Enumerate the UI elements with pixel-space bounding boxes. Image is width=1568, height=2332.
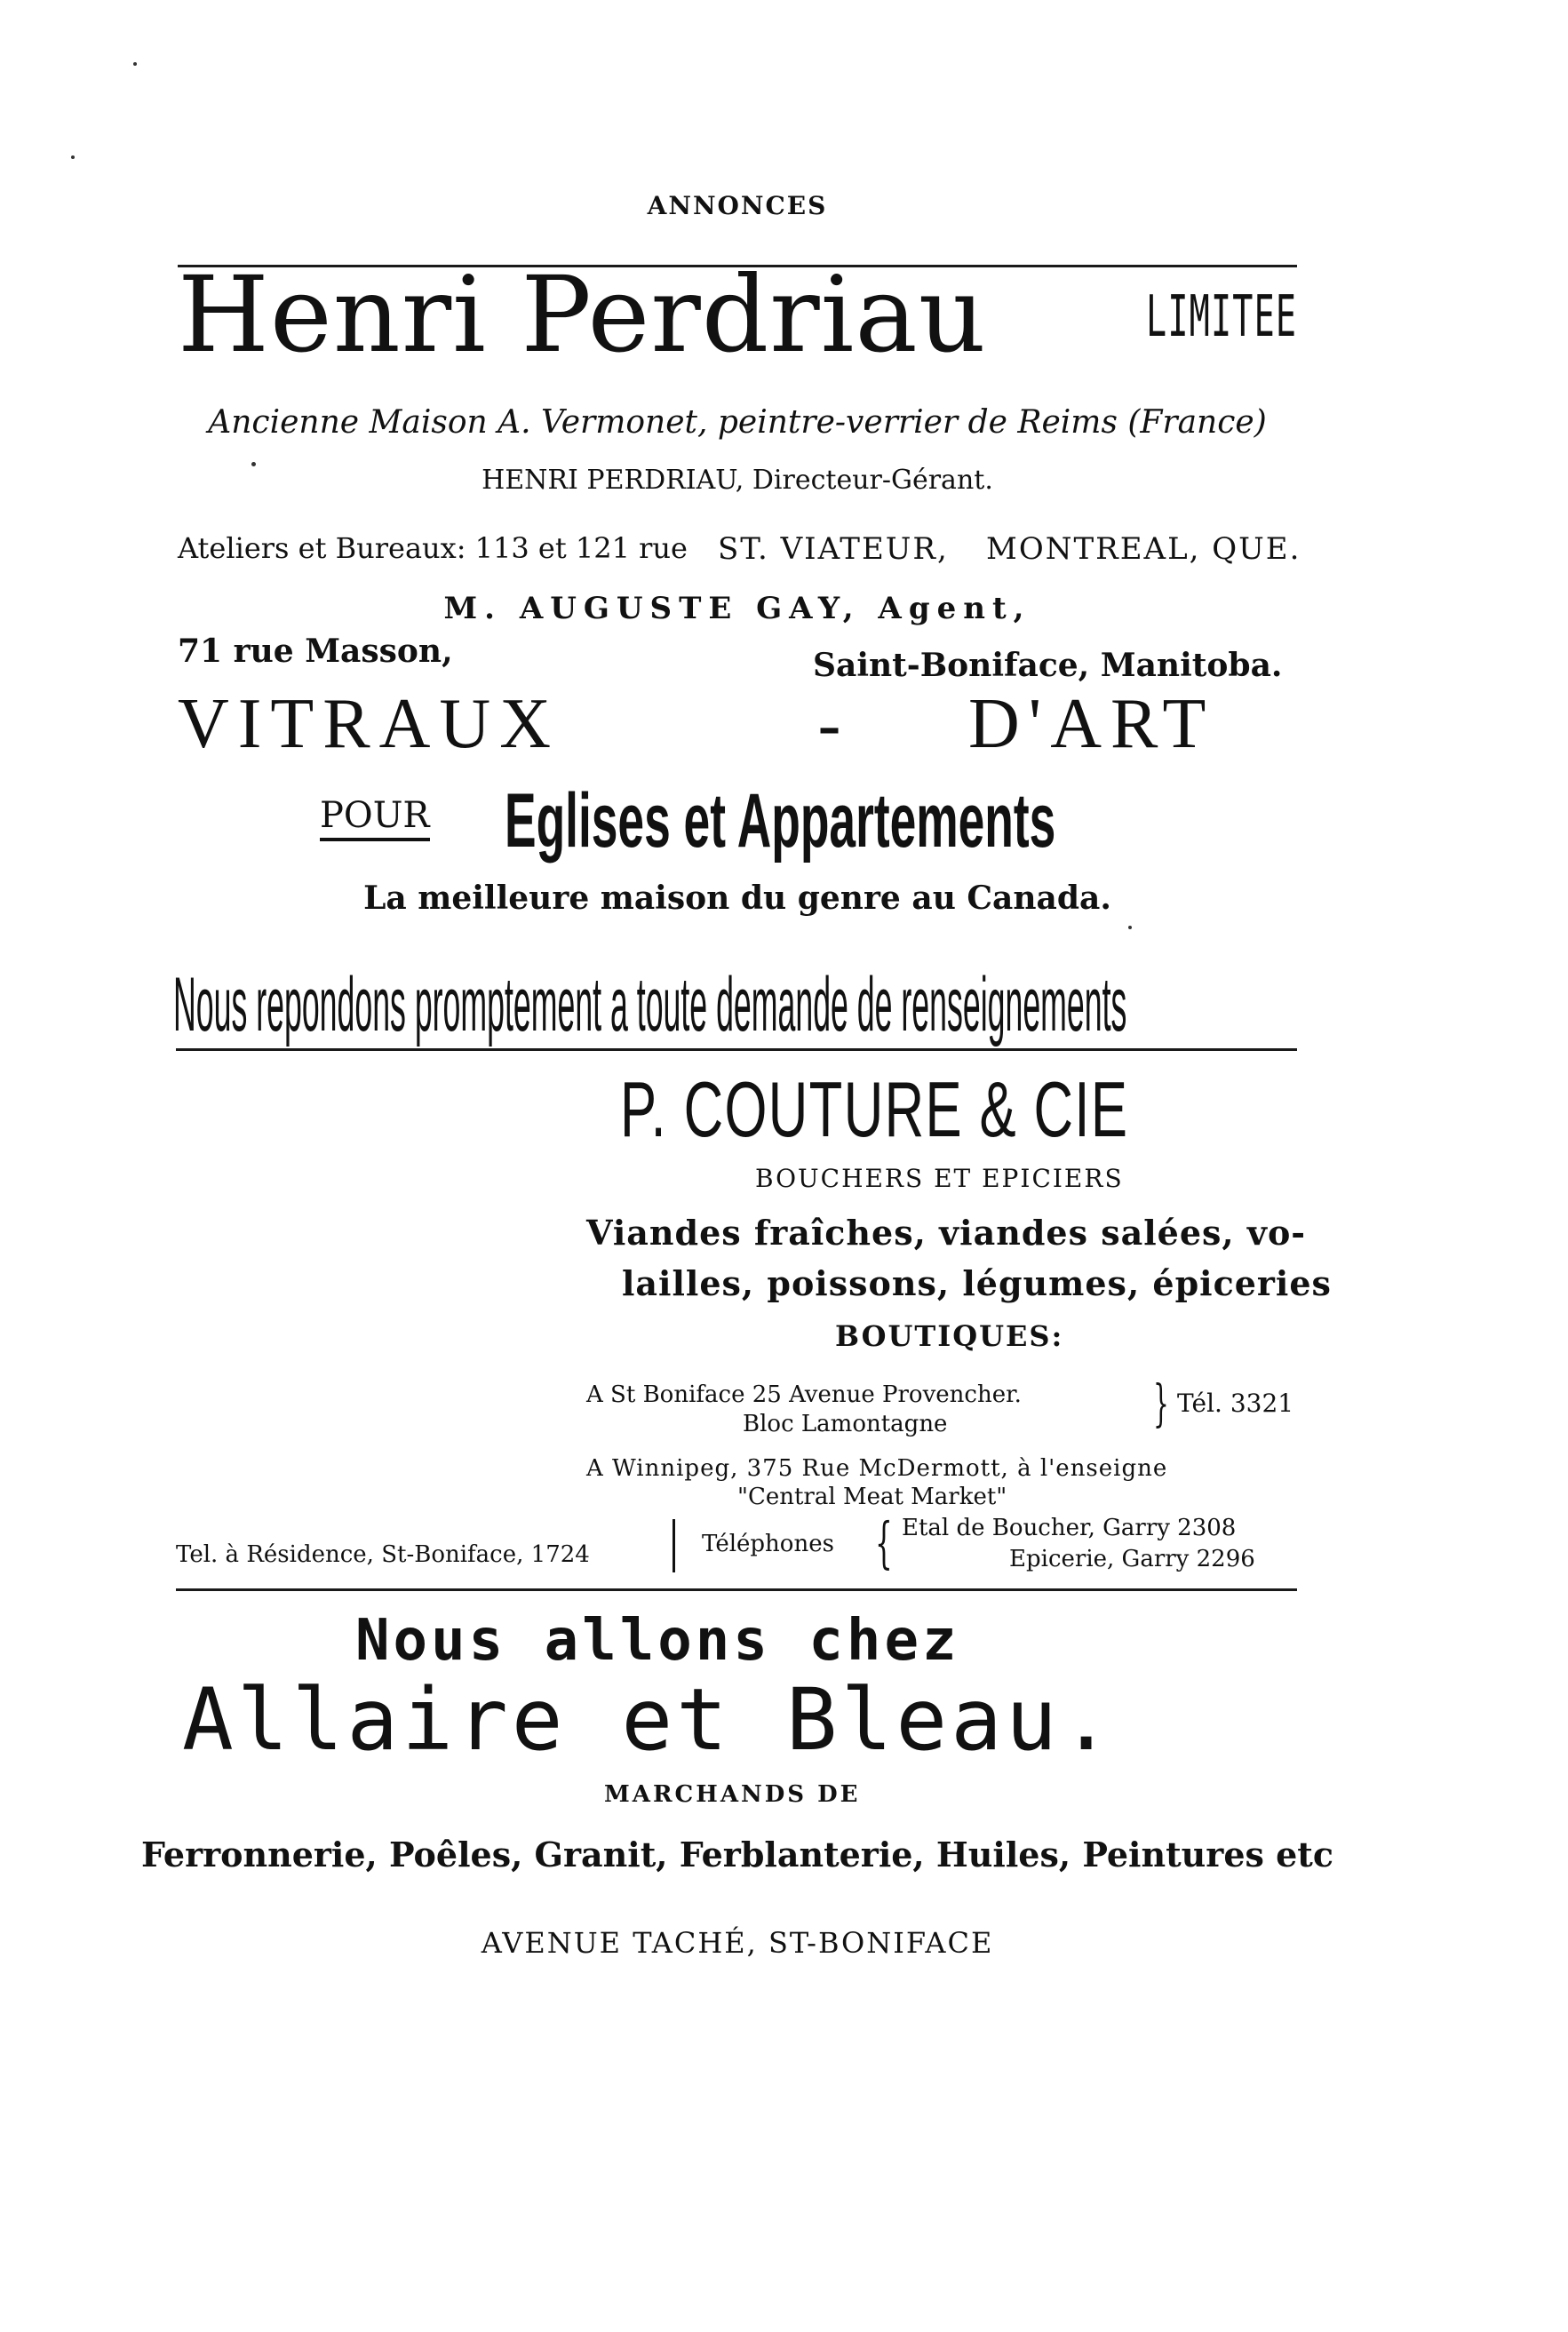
- couture-products-line-2: lailles, poissons, légumes, épiceries: [622, 1263, 1332, 1303]
- couture-stboniface-line-2: Bloc Lamontagne: [743, 1411, 948, 1437]
- vertical-separator: [673, 1519, 675, 1572]
- left-brace-icon: {: [875, 1510, 893, 1575]
- divider-perdriau-couture: [176, 1048, 1297, 1051]
- perdriau-agent: M. AUGUSTE GAY, Agent,: [443, 591, 1031, 626]
- scan-speck: [251, 462, 256, 466]
- perdriau-ateliers-city: MONTREAL, QUE.: [986, 531, 1301, 567]
- perdriau-address-right: Saint-Boniface, Manitoba.: [813, 647, 1283, 684]
- allaire-intro-line: Nous allons chez: [355, 1608, 960, 1674]
- right-brace-icon: }: [1153, 1375, 1169, 1433]
- couture-tel-epicerie: Epicerie, Garry 2296: [1009, 1546, 1255, 1572]
- couture-products-line-1: Viandes fraîches, viandes salées, vo-: [586, 1213, 1307, 1253]
- allaire-address: AVENUE TACHÉ, ST-BONIFACE: [481, 1926, 994, 1960]
- perdriau-company-name: Henri Perdriau: [178, 253, 987, 376]
- allaire-marchands-label: MARCHANDS DE: [604, 1781, 861, 1808]
- repondons-line: Nous repondons promptement a toute demande de renseignements: [173, 962, 1127, 1047]
- couture-company-name: P. COUTURE & CIE: [620, 1065, 1129, 1153]
- couture-telephones-label: Téléphones: [702, 1531, 834, 1557]
- vitraux-heading-right: D'ART: [968, 685, 1215, 763]
- couture-tel-stboniface: Tél. 3321: [1177, 1389, 1294, 1418]
- couture-tel-residence: Tel. à Résidence, St-Boniface, 1724: [176, 1541, 590, 1568]
- couture-subtitle: BOUCHERS ET EPICIERS: [755, 1164, 1124, 1193]
- meilleure-maison-line: La meilleure maison du genre au Canada.: [363, 879, 1111, 917]
- eglises-heading: Eglises et Appartements: [505, 778, 1056, 864]
- divider-couture-allaire: [176, 1588, 1297, 1591]
- allaire-products-line: Ferronnerie, Poêles, Granit, Ferblanterie, Huiles, Peintures etc: [141, 1835, 1333, 1874]
- couture-winnipeg-line-1: A Winnipeg, 375 Rue McDermott, à l'enseigne: [586, 1455, 1168, 1482]
- allaire-company-name: Allaire et Bleau.: [182, 1670, 1116, 1770]
- scan-speck: [1128, 926, 1132, 929]
- couture-boutiques-label: BOUTIQUES:: [835, 1319, 1064, 1353]
- vitraux-heading-left: VITRAUX: [178, 685, 560, 763]
- scan-speck: [133, 62, 137, 66]
- couture-winnipeg-line-2: "Central Meat Market": [737, 1484, 1007, 1510]
- perdriau-ancienne-maison: Ancienne Maison A. Vermonet, peintre-verrier de Reims (France): [208, 404, 1267, 441]
- couture-tel-etal: Etal de Boucher, Garry 2308: [902, 1515, 1237, 1541]
- vitraux-heading-dash: -: [817, 684, 842, 767]
- pour-label: POUR: [320, 795, 430, 841]
- perdriau-limitee-label: LIMITEE: [1146, 284, 1298, 350]
- perdriau-address-left: 71 rue Masson,: [178, 633, 453, 670]
- scan-speck: [71, 155, 75, 159]
- couture-stboniface-line-1: A St Boniface 25 Avenue Provencher.: [586, 1381, 1022, 1408]
- perdriau-ateliers-label: Ateliers et Bureaux: 113 et 121 rue: [178, 531, 688, 565]
- perdriau-directeur: HENRI PERDRIAU, Directeur-Gérant.: [482, 465, 993, 496]
- perdriau-ateliers-street: ST. VIATEUR,: [718, 531, 949, 567]
- page-header-title: ANNONCES: [647, 191, 828, 220]
